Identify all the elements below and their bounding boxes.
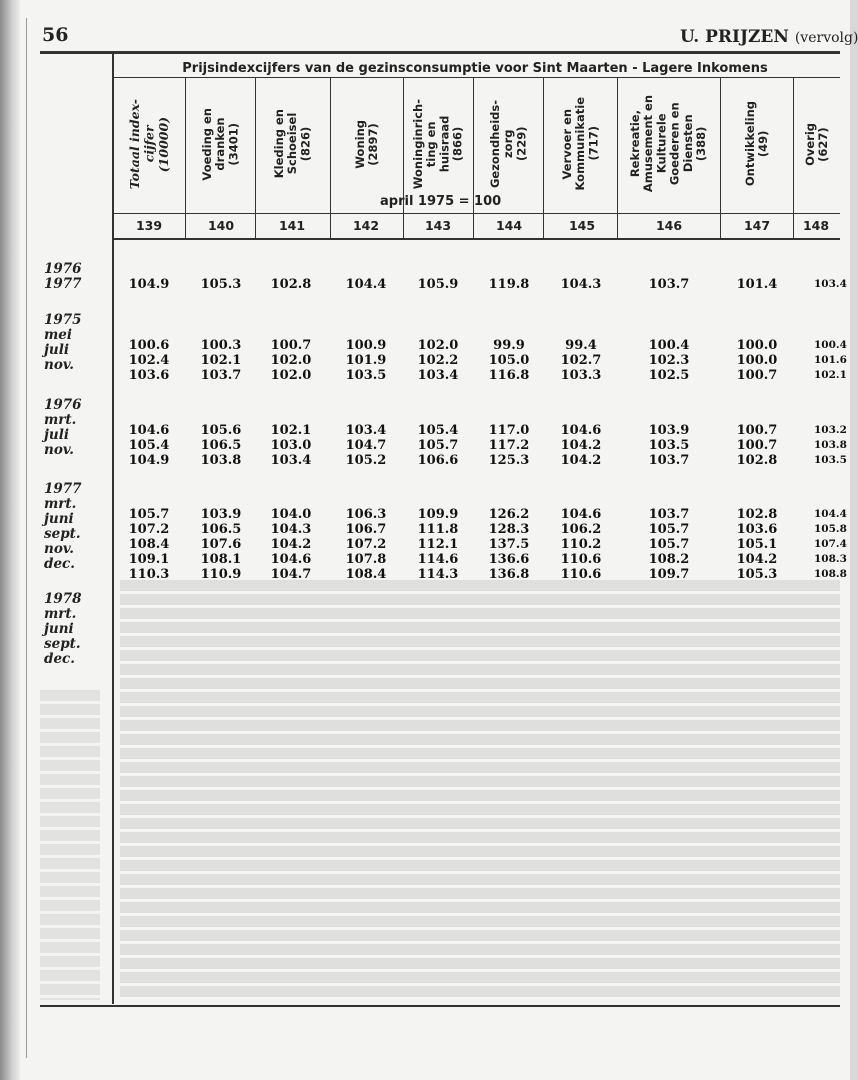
column-number: 140 [207,218,235,233]
table-cell: 106.3 [345,507,387,522]
column-header-label: Overig (627) [802,122,830,166]
row-label: 1976 [44,261,82,277]
table-cell: 102.0 [270,368,312,383]
table-cell: 103.6 [736,522,778,537]
column-header-label: Woninginrich- ting en huisraad (866) [411,98,465,190]
table-cell: 105.4 [417,423,459,438]
row-label: juli [44,342,69,358]
table-cell: 99.4 [565,338,597,353]
row-label-group [44,592,82,667]
table-cell: 106.5 [200,522,242,537]
table-cell: 103.7 [648,507,690,522]
table-cell: 102.1 [814,369,847,381]
table-bottom-rule [40,1005,840,1007]
row-label: nov. [44,442,75,458]
column-number: 144 [495,218,523,233]
section-title [680,27,858,47]
table-cell: 104.0 [270,507,312,522]
table-cell: 103.8 [200,453,242,468]
table-cell: 106.7 [345,522,387,537]
bleed-through-text [120,580,840,1000]
row-label: mei [44,327,73,343]
table-cell: 102.0 [417,338,459,353]
table-cell: 101.9 [345,353,387,368]
column-number: 142 [352,218,380,233]
table-cell: 105.6 [200,423,242,438]
table-cell: 105.7 [648,537,690,552]
table-cell: 116.8 [488,368,530,383]
table-cell: 104.6 [560,507,602,522]
column-header-label: Voeding en dranken (3401) [199,107,241,181]
table-cell: 103.6 [128,368,170,383]
column-header-label: Kleding en Schoeisel (826) [272,109,313,179]
table-cell: 103.4 [270,453,312,468]
row-label: sept. [44,636,81,652]
row-label: nov. [44,357,75,373]
table-cell: 104.9 [128,277,170,292]
table-cell: 105.2 [345,453,387,468]
header-bottom-rule [112,213,840,214]
table-heading: Prijsindexcijfers van de gezinsconsumptie voor Sint Maarten - Lagere Inkomens [182,61,768,76]
table-cell: 114.6 [417,552,459,567]
column-header-recreation [618,78,720,210]
row-label: juni [44,511,74,527]
table-cell: 117.0 [488,423,530,438]
table-cell: 104.2 [736,552,778,567]
row-label-group [44,398,82,458]
table-cell: 126.2 [488,507,530,522]
page-number: 56 [42,24,69,46]
table-cell: 103.0 [270,438,312,453]
table-cell: 100.7 [270,338,312,353]
table-cell: 104.7 [345,438,387,453]
table-cell: 108.2 [648,552,690,567]
table-cell: 105.4 [128,438,170,453]
table-cell: 105.0 [488,353,530,368]
column-header-other [794,78,840,210]
table-cell: 110.9 [200,567,242,582]
row-label: mrt. [44,606,77,622]
column-number: 145 [568,218,596,233]
column-header-development [721,78,793,210]
table-cell: 100.7 [736,423,778,438]
table-cell: 105.1 [736,537,778,552]
table-cell: 103.9 [200,507,242,522]
column-header-label: Vervoer en Kommunikatie (717) [559,97,601,191]
table-cell: 108.8 [814,568,847,580]
row-label: mrt. [44,496,77,512]
table-cell: 106.2 [560,522,602,537]
column-header-label: Gezondheids- zorg (229) [487,99,529,189]
table-cell: 100.6 [128,338,170,353]
column-header-food [186,78,255,210]
column-number: 139 [135,218,163,233]
column-header-transport [544,78,617,210]
table-cell: 104.2 [270,537,312,552]
table-cell: 102.8 [736,453,778,468]
table-cell: 102.1 [270,423,312,438]
table-cell: 102.1 [200,353,242,368]
colnum-bottom-rule [112,238,840,240]
table-cell: 105.9 [417,277,459,292]
table-cell: 101.4 [736,277,778,292]
table-cell: 106.5 [200,438,242,453]
table-cell: 103.4 [417,368,459,383]
table-cell: 110.6 [560,552,602,567]
table-cell: 103.3 [560,368,602,383]
table-cell: 103.7 [648,453,690,468]
row-label: 1978 [44,591,82,607]
row-label: mrt. [44,412,77,428]
table-cell: 103.9 [648,423,690,438]
table-cell: 108.3 [814,553,847,565]
table-cell: 102.2 [417,353,459,368]
row-label: dec. [44,651,75,667]
table-cell: 105.7 [128,507,170,522]
row-label: juli [44,427,69,443]
table-cell: 103.5 [814,454,847,466]
column-header-label: Totaal index- cijfer (10000) [126,98,171,190]
row-label: 1977 [44,276,82,292]
table-cell: 104.3 [270,522,312,537]
table-cell: 104.6 [128,423,170,438]
table-cell: 102.7 [560,353,602,368]
table-cell: 100.7 [736,368,778,383]
table-cell: 136.6 [488,552,530,567]
table-cell: 103.4 [814,278,847,290]
table-cell: 100.0 [736,338,778,353]
table-cell: 105.3 [736,567,778,582]
table-cell: 110.2 [560,537,602,552]
row-label: 1976 [44,397,82,413]
column-number: 141 [278,218,306,233]
row-label: sept. [44,526,81,542]
column-header-furnishing [404,78,473,210]
column-header-label: Woning (2897) [352,119,380,169]
table-cell: 128.3 [488,522,530,537]
column-number: 143 [424,218,452,233]
row-label: 1975 [44,312,82,328]
table-cell: 102.4 [128,353,170,368]
table-cell: 105.3 [200,277,242,292]
table-cell: 136.8 [488,567,530,582]
table-cell: 100.3 [200,338,242,353]
table-cell: 109.7 [648,567,690,582]
column-header-total [114,78,185,210]
section-title-text: U. PRIJZEN [680,27,789,47]
table-cell: 108.4 [345,567,387,582]
table-cell: 108.4 [128,537,170,552]
table-cell: 100.4 [814,339,847,351]
row-label: juni [44,621,74,637]
table-cell: 105.7 [648,522,690,537]
table-cell: 103.5 [345,368,387,383]
table-cell: 103.5 [648,438,690,453]
row-label-group [44,482,82,572]
table-cell: 111.8 [417,522,459,537]
index-baseline: april 1975 = 100 [380,194,502,209]
table-cell: 104.4 [814,508,847,520]
table-cell: 102.8 [270,277,312,292]
section-title-continued: (vervolg) [794,30,858,46]
table-cell: 107.8 [345,552,387,567]
table-cell: 107.2 [128,522,170,537]
table-cell: 117.2 [488,438,530,453]
table-cell: 102.0 [270,353,312,368]
row-label: 1977 [44,481,82,497]
table-cell: 108.1 [200,552,242,567]
table-cell: 109.1 [128,552,170,567]
column-header-label: Ontwikkeling (49) [742,101,770,187]
table-cell: 103.2 [814,424,847,436]
table-cell: 137.5 [488,537,530,552]
table-cell: 105.8 [814,523,847,535]
table-cell: 104.9 [128,453,170,468]
table-cell: 104.6 [270,552,312,567]
table-cell: 103.7 [648,277,690,292]
book-binding [0,0,20,1080]
column-header-clothing [256,78,330,210]
table-cell: 104.6 [560,423,602,438]
column-header-housing [331,78,403,210]
row-label-group [44,313,82,373]
table-cell: 104.2 [560,453,602,468]
column-number: 148 [802,218,830,233]
table-cell: 99.9 [493,338,525,353]
table-cell: 102.3 [648,353,690,368]
table-cell: 102.8 [736,507,778,522]
table-cell: 125.3 [488,453,530,468]
table-cell: 103.4 [345,423,387,438]
table-cell: 100.7 [736,438,778,453]
column-header-health [474,78,543,210]
table-cell: 100.9 [345,338,387,353]
table-cell: 106.6 [417,453,459,468]
bleed-through-labels [40,690,100,1000]
table-cell: 110.3 [128,567,170,582]
row-label: dec. [44,556,75,572]
table-cell: 112.1 [417,537,459,552]
table-cell: 107.4 [814,538,847,550]
table-cell: 104.2 [560,438,602,453]
table-cell: 100.4 [648,338,690,353]
table-cell: 104.7 [270,567,312,582]
column-number: 146 [655,218,683,233]
table-cell: 100.0 [736,353,778,368]
table-cell: 103.8 [814,439,847,451]
table-cell: 101.6 [814,354,847,366]
column-number: 147 [743,218,771,233]
table-cell: 109.9 [417,507,459,522]
row-label: nov. [44,541,75,557]
table-cell: 105.7 [417,438,459,453]
top-rule [40,51,840,54]
binding-edge-line [26,18,27,1058]
row-label-group [44,262,82,292]
table-cell: 107.2 [345,537,387,552]
table-cell: 114.3 [417,567,459,582]
table-cell: 104.4 [345,277,387,292]
table-cell: 104.3 [560,277,602,292]
column-header-label: Rekreatie, Amusement en Kulturele Goederen en Diensten (388) [628,95,709,193]
table-cell: 103.7 [200,368,242,383]
table-cell: 107.6 [200,537,242,552]
table-cell: 102.5 [648,368,690,383]
table-cell: 110.6 [560,567,602,582]
table-cell: 119.8 [488,277,530,292]
